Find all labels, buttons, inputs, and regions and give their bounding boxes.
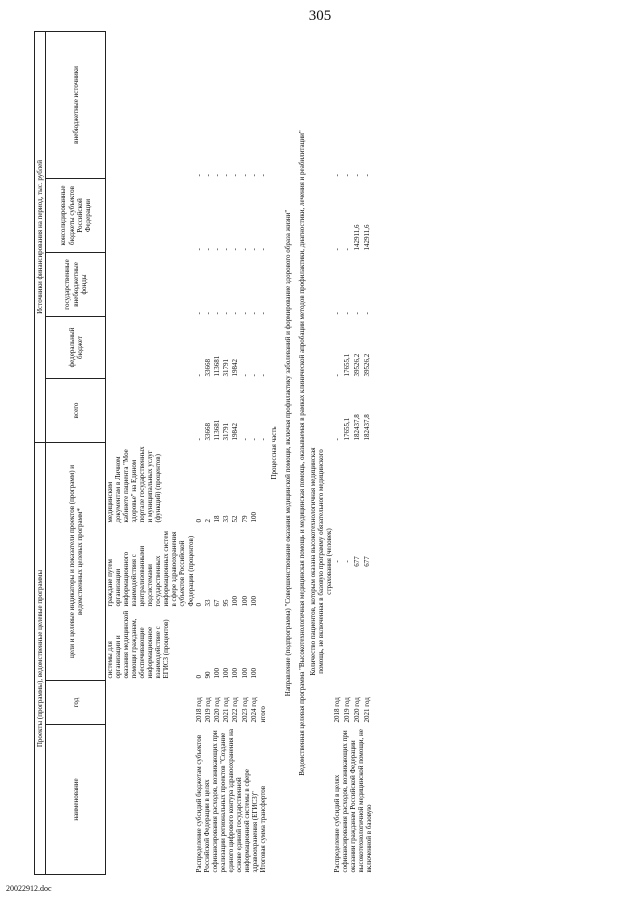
indicator-head: медицинским документам в Личном кабинете пациента "Мое здоровье" на Едином портале государственных и муниципальных услуг (функций) (процентов) <box>106 446 163 523</box>
table-row: 2020 год <box>212 697 221 723</box>
table-row: 2019 год <box>343 697 352 723</box>
indicator-note: Количество пациентов, которым оказана высокотехнологичная медицинская помощь, не включенная в базовую программу обязательного медицинского страхования (человек) <box>309 447 334 676</box>
footer-code: 20022912.doc <box>6 884 52 893</box>
indicator-head: граждане путем организации информационного взаимодействия с централизованными подсистемами государственных информационных систем в сфере здравоохранения субъектов Российской Федерации (процентов) <box>106 531 195 607</box>
table-row: 2023 год <box>240 697 249 723</box>
page-number: 305 <box>308 8 332 24</box>
block2-name: Распределение субсидий в целях софинансирования расходов, возникающих при оказании гражданам Российской Федерации высокотехнологичной медицинской помощи, не включенной в базовую <box>333 729 374 873</box>
header-name: наименование <box>46 725 106 875</box>
table-row: 2022 год <box>231 697 240 723</box>
header-fed: федеральный бюджет <box>46 316 106 378</box>
indicator-head: системы для организации и оказания медицинской помощи гражданам, обеспечивающие информационное взаимодействие с ЕГИСЗ (процентов) <box>106 610 171 679</box>
header-indicators: цели и целевые индикаторы и показатели проектов (программ) и ведомственных целевых программ* <box>46 442 106 680</box>
table-row: 2021 год <box>363 697 372 723</box>
header-group: Проекты (программы), ведомственные целевые программы <box>35 442 46 874</box>
section-label: Процессная часть <box>269 426 278 480</box>
table-row: 2020 год <box>353 697 362 723</box>
direction-title: Направление (подпрограмма) "Совершенствование оказания медицинской помощи, включая профилактику заболеваний и формирование здорового образа жизни" <box>284 209 293 697</box>
document-body <box>34 32 374 875</box>
block1-name: Распределение субсидий бюджетам субъектов Российской Федерации в целях софинансирования расходов, возникающих при реализации региональных проектов "Создание единого цифрового контура здравоохранения на основе единой государственной информационной системы в сфере здравоохранения (ЕГИСЗ)" <box>194 728 259 873</box>
table-row: 2018 год <box>333 697 342 723</box>
header-funds: государственные внебюджетные фонды <box>46 252 106 316</box>
header-funding-group: Источники финансирования на период, тыс. рублей <box>35 31 46 442</box>
program-title: Ведомственная целевая программа "Высокотехнологичная медицинская помощь и медицинская помощь, оказываемая в рамках клинической апробации методов профилактики, диагностики, лечения и реабилитации" <box>298 130 307 776</box>
header-total: всего <box>46 378 106 442</box>
financing-table: Проекты (программы), ведомственные целевые программы Источники финансирования на период, тыс. рублей наименование год цели и целевые индикаторы и показатели проектов (программ) и ведомственных целевых программ* всего федеральный бюджет государственные внебюджетные фонды консолидированные бюджеты субъектов Российской Федерации внебюджетные источники системы для организации и оказания медицинской помощи гражданам, обеспечивающие информационное взаимодействие с ЕГИСЗ (процентов) граждане путем организации информационного взаимодействия с централизованными подсистемами государственных информационных систем в сфере здравоохранения субъектов Российской Федерации (процентов) медицинским документам в Личном кабинете пациента "Мое здоровье" на Едином портале государственных и муниципальных услуг (функций) (процентов) Распределение субсидий бюджетам субъектов Российской Федерации в целях софинансирования расходов, возникающих при реализации региональных проектов "Создание единого цифрового контура здравоохранения на основе единой государственной информационной системы в сфере здравоохранения (ЕГИСЗ)" 2018 год 0 0 0 - - - - - 2019 год 90 33 2 33668 33668 - - - 2020 год 100 67 18 113681 113681 - - - 2021 год 100 95 33 31791 31791 - - - 2022 год 100 100 52 19842 19842 - - - 2023 год 100 100 79 - - - - - 2024 год 100 100 100 - - - - - Итоговая сумма трансфертов итого - - - - - Процессная часть Направление (подпрограмма) "Совершенствование оказания медицинской помощи, включая профилактику заболеваний и формирование здорового образа жизни" Ведомственная целевая программа "Высокотехнологичная медицинская помощь и медицинская помощь, оказываемая в рамках клинической апробации методов профилактики, диагностики, лечения и реабилитации" Количество пациентов, которым оказана высокотехнологичная медицинская помощь, не включенная в базовую программу обязательного медицинского страхования (человек) Распределение субсидий в целях софинансирования расходов, возникающих при оказании гражданам Российской Федерации высокотехнологичной медицинской помощи, не включенной в базовую 2018 год - - - - - - 2019 год - 17655,1 17655,1 - - - 2020 год 677 182437,8 39526,2 - 142911,6 - 2021 год 677 182437,8 39526,2 - 142911,6 - <box>34 31 374 875</box>
header-year: год <box>46 681 106 725</box>
table-row: 2024 год <box>249 697 258 723</box>
header-extra: внебюджетные источники <box>46 31 106 178</box>
table-row: 2021 год <box>222 697 231 723</box>
table-row: 2018 год <box>194 697 203 723</box>
table-row: 2019 год <box>203 697 212 723</box>
header-cons: консолидированные бюджеты субъектов Российской Федерации <box>46 178 106 252</box>
total-transfers-label: Итоговая сумма трансфертов <box>258 785 267 873</box>
